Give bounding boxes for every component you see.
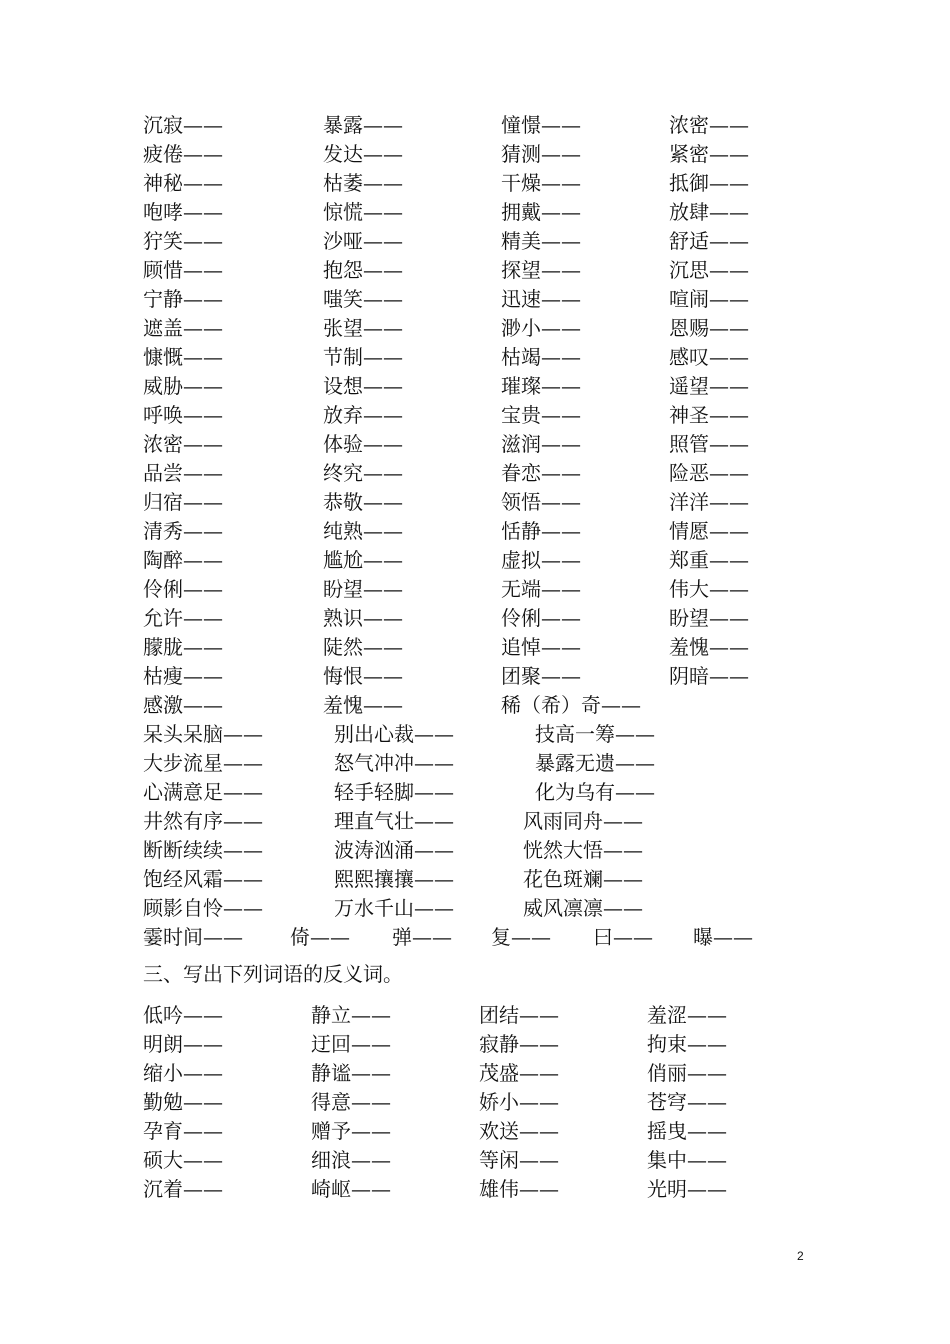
synonym-row (0, 517, 950, 546)
word-item: 稀（希）奇—— (501, 693, 641, 717)
word-item: 品尝—— (143, 461, 223, 485)
word-item: 暴露—— (323, 113, 403, 137)
word-item: 探望—— (501, 258, 581, 282)
word-item: 熙熙攘攘—— (334, 867, 454, 891)
word-item: 娇小—— (479, 1090, 559, 1114)
idiom-row (0, 749, 950, 778)
synonym-row (0, 604, 950, 633)
idiom-row (0, 836, 950, 865)
word-item: 暴露无遗—— (535, 751, 655, 775)
word-item: 威风凛凛—— (523, 896, 643, 920)
word-item: 清秀—— (143, 519, 223, 543)
word-item: 伟大—— (669, 577, 749, 601)
idiom-row (0, 778, 950, 807)
synonym-row (0, 343, 950, 372)
word-item: 威胁—— (143, 374, 223, 398)
word-item: 滋润—— (501, 432, 581, 456)
word-item: 神圣—— (669, 403, 749, 427)
word-item: 化为乌有—— (535, 780, 655, 804)
word-item: 恩赐—— (669, 316, 749, 340)
word-item: 弹—— (392, 925, 452, 949)
word-item: 纯熟—— (323, 519, 403, 543)
word-item: 大步流星—— (143, 751, 263, 775)
word-item: 盼望—— (323, 577, 403, 601)
word-item: 摇曳—— (647, 1119, 727, 1143)
word-item: 羞愧—— (323, 693, 403, 717)
word-item: 赠予—— (311, 1119, 391, 1143)
word-item: 茂盛—— (479, 1061, 559, 1085)
synonym-row (0, 256, 950, 285)
word-item: 狞笑—— (143, 229, 223, 253)
word-item: 渺小—— (501, 316, 581, 340)
word-item: 陶醉—— (143, 548, 223, 572)
word-item: 精美—— (501, 229, 581, 253)
word-item: 花色斑斓—— (523, 867, 643, 891)
word-item: 团结—— (479, 1003, 559, 1027)
word-item: 曝—— (693, 925, 753, 949)
synonym-row (0, 314, 950, 343)
idiom-row (0, 894, 950, 923)
word-item: 咆哮—— (143, 200, 223, 224)
word-item: 枯萎—— (323, 171, 403, 195)
antonym-row (0, 1117, 950, 1146)
word-item: 技高一筹—— (535, 722, 655, 746)
word-item: 霎时间—— (143, 925, 243, 949)
word-item: 恬静—— (501, 519, 581, 543)
word-item: 体验—— (323, 432, 403, 456)
synonym-row (0, 401, 950, 430)
word-item: 无端—— (501, 577, 581, 601)
word-item: 顾惜—— (143, 258, 223, 282)
word-item: 郑重—— (669, 548, 749, 572)
word-item: 雄伟—— (479, 1177, 559, 1201)
word-item: 陡然—— (323, 635, 403, 659)
antonym-row (0, 1088, 950, 1117)
word-item: 沉着—— (143, 1177, 223, 1201)
word-item: 允许—— (143, 606, 223, 630)
word-item: 勤勉—— (143, 1090, 223, 1114)
word-item: 拘束—— (647, 1032, 727, 1056)
word-item: 盼望—— (669, 606, 749, 630)
word-item: 放弃—— (323, 403, 403, 427)
word-item: 抵御—— (669, 171, 749, 195)
word-item: 风雨同舟—— (523, 809, 643, 833)
word-item: 俏丽—— (647, 1061, 727, 1085)
word-item: 宁静—— (143, 287, 223, 311)
synonym-row (0, 662, 950, 691)
antonym-row (0, 1001, 950, 1030)
word-item: 呆头呆脑—— (143, 722, 263, 746)
word-item: 险恶—— (669, 461, 749, 485)
word-item: 苍穹—— (647, 1090, 727, 1114)
synonym-row (0, 285, 950, 314)
section-heading: 三、写出下列词语的反义词。 (143, 962, 403, 986)
word-item: 等闲—— (479, 1148, 559, 1172)
word-item: 万水千山—— (334, 896, 454, 920)
page-number: 2 (797, 1249, 804, 1263)
word-item: 抱怨—— (323, 258, 403, 282)
word-item: 感叹—— (669, 345, 749, 369)
word-item: 惊慌—— (323, 200, 403, 224)
word-item: 疲倦—— (143, 142, 223, 166)
synonym-row (0, 691, 950, 720)
word-item: 迂回—— (311, 1032, 391, 1056)
word-item: 波涛汹涌—— (334, 838, 454, 862)
word-item: 璀璨—— (501, 374, 581, 398)
word-item: 低吟—— (143, 1003, 223, 1027)
synonym-row (0, 633, 950, 662)
word-item: 节制—— (323, 345, 403, 369)
word-item: 终究—— (323, 461, 403, 485)
synonym-row (0, 169, 950, 198)
word-item: 集中—— (647, 1148, 727, 1172)
word-item: 断断续续—— (143, 838, 263, 862)
word-item: 尴尬—— (323, 548, 403, 572)
synonym-row (0, 372, 950, 401)
idiom-row (0, 807, 950, 836)
word-item: 张望—— (323, 316, 403, 340)
word-item: 崎岖—— (311, 1177, 391, 1201)
word-item: 紧密—— (669, 142, 749, 166)
word-item: 恍然大悟—— (523, 838, 643, 862)
synonym-row (0, 111, 950, 140)
word-item: 欢送—— (479, 1119, 559, 1143)
word-item: 照管—— (669, 432, 749, 456)
word-item: 顾影自怜—— (143, 896, 263, 920)
word-item: 憧憬—— (501, 113, 581, 137)
word-item: 别出心裁—— (334, 722, 454, 746)
word-item: 嗤笑—— (323, 287, 403, 311)
word-item: 神秘—— (143, 171, 223, 195)
word-item: 宝贵—— (501, 403, 581, 427)
synonym-row (0, 140, 950, 169)
word-item: 呼唤—— (143, 403, 223, 427)
word-item: 饱经风霜—— (143, 867, 263, 891)
synonym-row (0, 575, 950, 604)
synonym-row (0, 227, 950, 256)
word-item: 明朗—— (143, 1032, 223, 1056)
word-item: 遥望—— (669, 374, 749, 398)
word-item: 虚拟—— (501, 548, 581, 572)
idiom-row (0, 720, 950, 749)
word-item: 枯瘦—— (143, 664, 223, 688)
synonym-row-single-chars (0, 923, 950, 952)
word-item: 细浪—— (311, 1148, 391, 1172)
word-item: 怒气冲冲—— (334, 751, 454, 775)
word-item: 静立—— (311, 1003, 391, 1027)
word-item: 浓密—— (143, 432, 223, 456)
word-item: 洋洋—— (669, 490, 749, 514)
word-item: 猜测—— (501, 142, 581, 166)
word-item: 发达—— (323, 142, 403, 166)
word-item: 慷慨—— (143, 345, 223, 369)
synonym-row (0, 430, 950, 459)
word-item: 沙哑—— (323, 229, 403, 253)
word-item: 迅速—— (501, 287, 581, 311)
word-item: 沉寂—— (143, 113, 223, 137)
word-item: 硕大—— (143, 1148, 223, 1172)
word-item: 喧闹—— (669, 287, 749, 311)
word-item: 伶俐—— (501, 606, 581, 630)
antonym-row (0, 1146, 950, 1175)
antonym-row (0, 1059, 950, 1088)
word-item: 静谧—— (311, 1061, 391, 1085)
antonym-row (0, 1175, 950, 1204)
word-item: 遮盖—— (143, 316, 223, 340)
synonym-row (0, 198, 950, 227)
word-item: 追悼—— (501, 635, 581, 659)
synonym-row (0, 459, 950, 488)
word-item: 倚—— (290, 925, 350, 949)
synonym-row (0, 488, 950, 517)
word-item: 心满意足—— (143, 780, 263, 804)
word-item: 羞涩—— (647, 1003, 727, 1027)
word-item: 干燥—— (501, 171, 581, 195)
word-item: 缩小—— (143, 1061, 223, 1085)
word-item: 井然有序—— (143, 809, 263, 833)
word-item: 情愿—— (669, 519, 749, 543)
word-item: 眷恋—— (501, 461, 581, 485)
word-item: 设想—— (323, 374, 403, 398)
word-item: 羞愧—— (669, 635, 749, 659)
word-item: 放肆—— (669, 200, 749, 224)
word-item: 轻手轻脚—— (334, 780, 454, 804)
idiom-row (0, 865, 950, 894)
word-item: 感激—— (143, 693, 223, 717)
word-item: 孕育—— (143, 1119, 223, 1143)
word-item: 理直气壮—— (334, 809, 454, 833)
word-item: 复—— (491, 925, 551, 949)
word-item: 寂静—— (479, 1032, 559, 1056)
antonym-row (0, 1030, 950, 1059)
word-item: 领悟—— (501, 490, 581, 514)
word-item: 枯竭—— (501, 345, 581, 369)
word-item: 阴暗—— (669, 664, 749, 688)
word-item: 拥戴—— (501, 200, 581, 224)
word-item: 朦胧—— (143, 635, 223, 659)
word-item: 沉思—— (669, 258, 749, 282)
word-item: 伶俐—— (143, 577, 223, 601)
word-item: 熟识—— (323, 606, 403, 630)
word-item: 恭敬—— (323, 490, 403, 514)
word-item: 归宿—— (143, 490, 223, 514)
word-item: 曰—— (593, 925, 653, 949)
word-item: 团聚—— (501, 664, 581, 688)
word-item: 光明—— (647, 1177, 727, 1201)
word-item: 浓密—— (669, 113, 749, 137)
word-item: 舒适—— (669, 229, 749, 253)
synonym-row (0, 546, 950, 575)
word-item: 得意—— (311, 1090, 391, 1114)
word-item: 悔恨—— (323, 664, 403, 688)
